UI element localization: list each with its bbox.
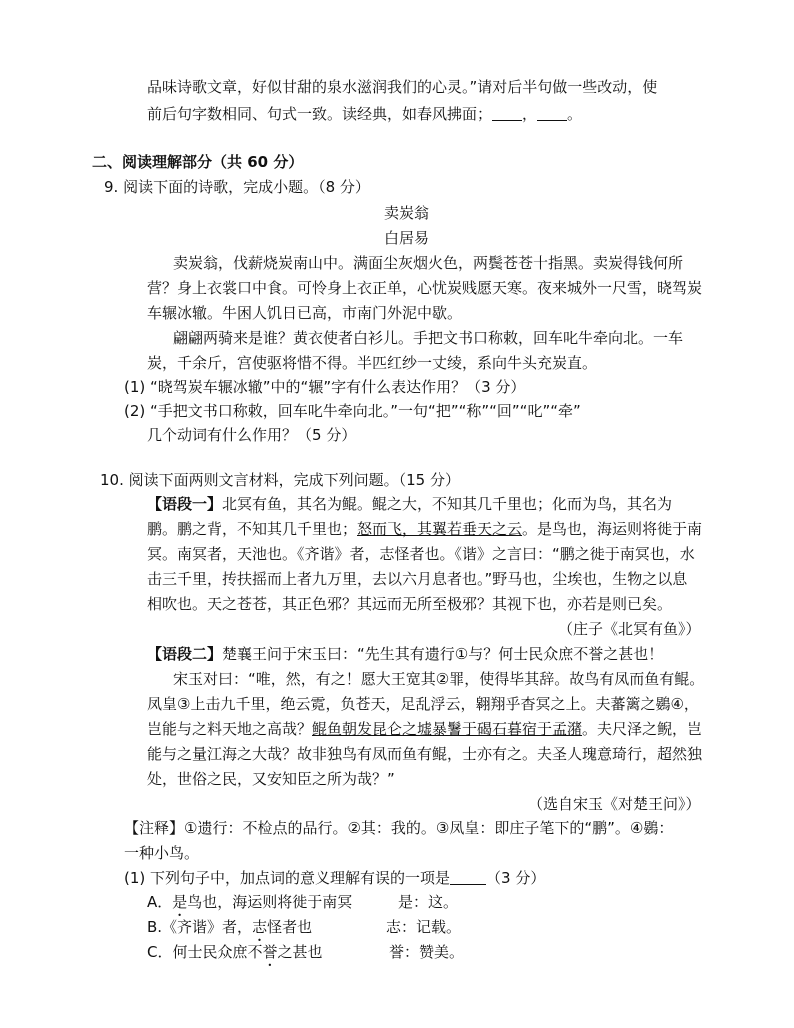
passage-1-line: 相吹也。天之苍苍，其正色邪？其远而无所至极邪？其视下也，亦若是则已矣。 [147, 595, 673, 613]
poem-line: 翩翩两骑来是谁？黄衣使者白衫儿。手把文书口称敕，回车叱牛牵向北。一车 [173, 329, 684, 347]
underlined-sentence: 怒而飞，其翼若垂天之云 [357, 520, 523, 538]
q8-separator: ， [522, 105, 538, 123]
passage-1-label: 【语段一】 [147, 495, 223, 513]
option-text: 之甚也 [277, 943, 323, 961]
q10-intro: 10. 阅读下面两则文言材料，完成下列问题。（15 分） [100, 471, 460, 489]
passage-2-line [147, 719, 702, 739]
annotation-line: 【注释】①遗行：不检点的品行。②其：我的。③凤皇：即庄子笔下的“鹏”。④鷃： [124, 819, 674, 837]
option-c-gloss: 誉：赞美。 [389, 943, 465, 961]
answer-blank[interactable] [450, 870, 486, 885]
passage-text: 鹏。鹏之背，不知其几千里也； [147, 520, 358, 538]
q8-line-1: 品味诗歌文章，好似甘甜的泉水滋润我们的心灵。”请对后半句做一些改动，使 [147, 78, 658, 96]
option-a[interactable] [147, 892, 352, 920]
q9-sub-question-1: (1) “晓驾炭车辗冰辙”中的“辗”字有什么表达作用？（3 分） [124, 378, 526, 396]
passage-1-line: 冥。南冥者，天池也。《齐谐》者，志怪者也。《谐》之言曰：“鹏之徙于南冥也，水 [147, 545, 695, 563]
passage-text: 楚襄王问于宋玉曰：“先生其有遗行①与？何士民众庶不誉之甚也！ [222, 645, 664, 663]
passage-1-line: 击三千里，抟扶摇而上者九万里，去以六月息者也。”野马也，尘埃也，生物之以息 [147, 570, 688, 588]
poem-line: 营？身上衣裳口中食。可怜身上衣正单，心忧炭贱愿天寒。夜来城外一尺雪，晓驾炭 [147, 279, 703, 297]
option-b[interactable] [147, 917, 312, 945]
q9-intro: 9. 阅读下面的诗歌，完成小题。（8 分） [104, 178, 370, 196]
question-text: (1) 下列句子中，加点词的意义理解有误的一项是 [124, 869, 451, 887]
passage-text: 。是鸟也，海运则将徙于南 [522, 520, 703, 538]
passage-text: 北冥有鱼，其名为鲲。鲲之大，不知其几千里也；化而为鸟，其名为 [222, 495, 673, 513]
q9-sub-question-2-cont: 几个动词有什么作用？（5 分） [147, 426, 357, 444]
poem-author: 白居易 [384, 229, 430, 247]
passage-2-line [147, 644, 663, 664]
poem-title: 卖炭翁 [384, 204, 430, 222]
underlined-sentence: 鲲鱼朝发昆仑之墟暴鬐于碣石暮宿于孟潴 [312, 720, 583, 738]
q9-sub-question-2: (2) “手把文书口称敕，回车叱牛牵向北。”一句“把”“称”“回”“叱”“牵” [124, 402, 581, 420]
q10-sub-question-1 [124, 868, 545, 888]
answer-blank[interactable] [537, 106, 567, 121]
passage-1-line [147, 494, 672, 514]
annotation-line: 一种小鸟。 [124, 844, 200, 862]
option-text: B.《齐谐》者， [147, 918, 253, 936]
question-score: （3 分） [486, 869, 546, 887]
passage-text: 。夫尺泽之鲵，岂 [582, 720, 703, 738]
passage-1-source: （庄子《北冥有鱼》） [558, 620, 701, 638]
passage-2-line: 能与之量江海之大哉？故非独鸟有凤而鱼有鲲，士亦有之。夫圣人瑰意琦行，超然独 [147, 745, 703, 763]
option-a-gloss: 是：这。 [398, 893, 459, 911]
passage-text: 岂能与之料天地之高哉？ [147, 720, 313, 738]
poem-line: 卖炭翁，伐薪烧炭南山中。满面尘灰烟火色，两鬓苍苍十指黑。卖炭得钱何所 [173, 254, 684, 272]
passage-2-line: 宋玉对曰：“唯，然，有之！愿大王宽其②罪，使得毕其辞。故鸟有凤而鱼有鲲。 [173, 670, 705, 688]
answer-blank[interactable] [492, 106, 522, 121]
dotted-word: 志 [252, 918, 268, 936]
dotted-word: 誉 [262, 943, 278, 961]
dotted-word: 是 [172, 893, 188, 911]
section-heading: 二、阅读理解部分（共 60 分） [92, 153, 304, 171]
option-text: C．何士民众庶不 [147, 943, 263, 961]
option-text: 鸟也，海运则将徙于南冥 [187, 893, 353, 911]
q8-line-2 [147, 104, 582, 124]
passage-2-line: 凤皇③上击九千里，绝云霓，负苍天，足乱浮云，翱翔乎杳冥之上。夫蕃篱之鷃④， [147, 695, 699, 713]
option-text: 怪者也 [267, 918, 313, 936]
option-b-gloss: 志：记载。 [386, 918, 462, 936]
q8-end: 。 [567, 105, 583, 123]
passage-2-source: （选自宋玉《对楚王问》） [528, 795, 701, 813]
passage-2-label: 【语段二】 [147, 645, 223, 663]
option-c[interactable] [147, 942, 323, 970]
passage-1-line [147, 519, 702, 539]
poem-line: 车辗冰辙。牛困人饥日已高，市南门外泥中歇。 [147, 304, 463, 322]
q8-line-2-text: 前后句字数相同、句式一致。读经典，如春风拂面； [147, 105, 493, 123]
option-label: A． [147, 893, 173, 911]
poem-line: 炭，千余斤，宫使驱将惜不得。半匹红纱一丈绫，系向牛头充炭直。 [147, 354, 598, 372]
passage-2-line: 处，世俗之民，又安知臣之所为哉？” [147, 770, 395, 788]
